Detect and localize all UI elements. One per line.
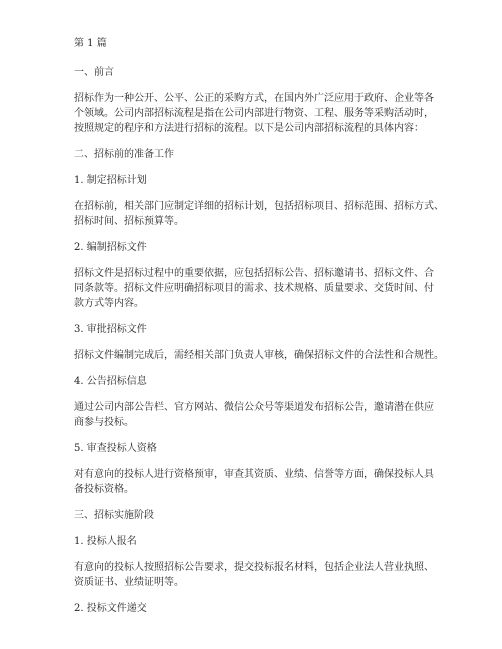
item-paragraph (74, 199, 446, 229)
paragraph-line: 同条款等。招标文件应明确招标项目的需求、技术规格、质量要求、交货时间、付 (74, 283, 434, 294)
item-title: 4. 公告招标信息 (74, 376, 147, 387)
paragraph-line: 款方式等内容。 (74, 298, 144, 309)
intro-paragraph (74, 91, 446, 136)
section-heading-2: 二、招标前的准备工作 (74, 149, 174, 160)
doc-heading: 第 1 篇 (74, 38, 107, 49)
paragraph-line: 在招标前，相关部门应制定详细的招标计划，包括招标项目、招标范围、招标方式、 (74, 201, 444, 212)
paragraph-line: 资质证书、业绩证明等。 (74, 577, 184, 588)
paragraph-line: 通过公司内部公告栏、官方网站、微信公众号等渠道发布招标公告，邀请潜在供应 (74, 402, 434, 413)
item-paragraph (74, 560, 446, 590)
item-title: 2. 编制招标文件 (74, 242, 147, 253)
item-paragraph (74, 467, 446, 497)
intro-line-1: 招标作为一种公开、公平、公正的采购方式，在国内外广泛应用于政府、企业等各 (74, 93, 434, 104)
paragraph-line: 招标文件编制完成后，需经相关部门负责人审核，确保招标文件的合法性和合规性。 (74, 350, 444, 361)
item-title: 1. 投标人报名 (74, 536, 137, 547)
paragraph-line: 备投标资格。 (74, 484, 134, 495)
item-title: 5. 审查投标人资格 (74, 443, 157, 454)
section-heading-1: 一、前言 (74, 67, 114, 78)
item-paragraph (74, 348, 446, 363)
paragraph-line: 对有意向的投标人进行资格预审，审查其资质、业绩、信誉等方面，确保投标人具 (74, 469, 434, 480)
item-title: 1. 制定招标计划 (74, 175, 147, 186)
intro-line-2: 个领域。公司内部招标流程是指在公司内部进行物资、工程、服务等采购活动时， (74, 108, 434, 119)
intro-line-3: 按照规定的程序和方法进行招标的流程。以下是公司内部招标流程的具体内容： (74, 123, 424, 134)
paragraph-line: 招标文件是招标过程中的重要依据，应包括招标公告、招标邀请书、招标文件、合 (74, 268, 434, 279)
paragraph-line: 有意向的投标人按照招标公告要求，提交投标报名材料，包括企业法人营业执照、 (74, 562, 434, 573)
item-paragraph (74, 266, 446, 311)
item-title: 2. 投标文件递交 (74, 603, 147, 614)
document-page (74, 36, 446, 616)
paragraph-line: 招标时间、招标预算等。 (74, 216, 184, 227)
item-title: 3. 审批招标文件 (74, 324, 147, 335)
paragraph-line: 商参与投标。 (74, 417, 134, 428)
item-paragraph (74, 400, 446, 430)
section-heading-3: 三、招标实施阶段 (74, 510, 154, 521)
